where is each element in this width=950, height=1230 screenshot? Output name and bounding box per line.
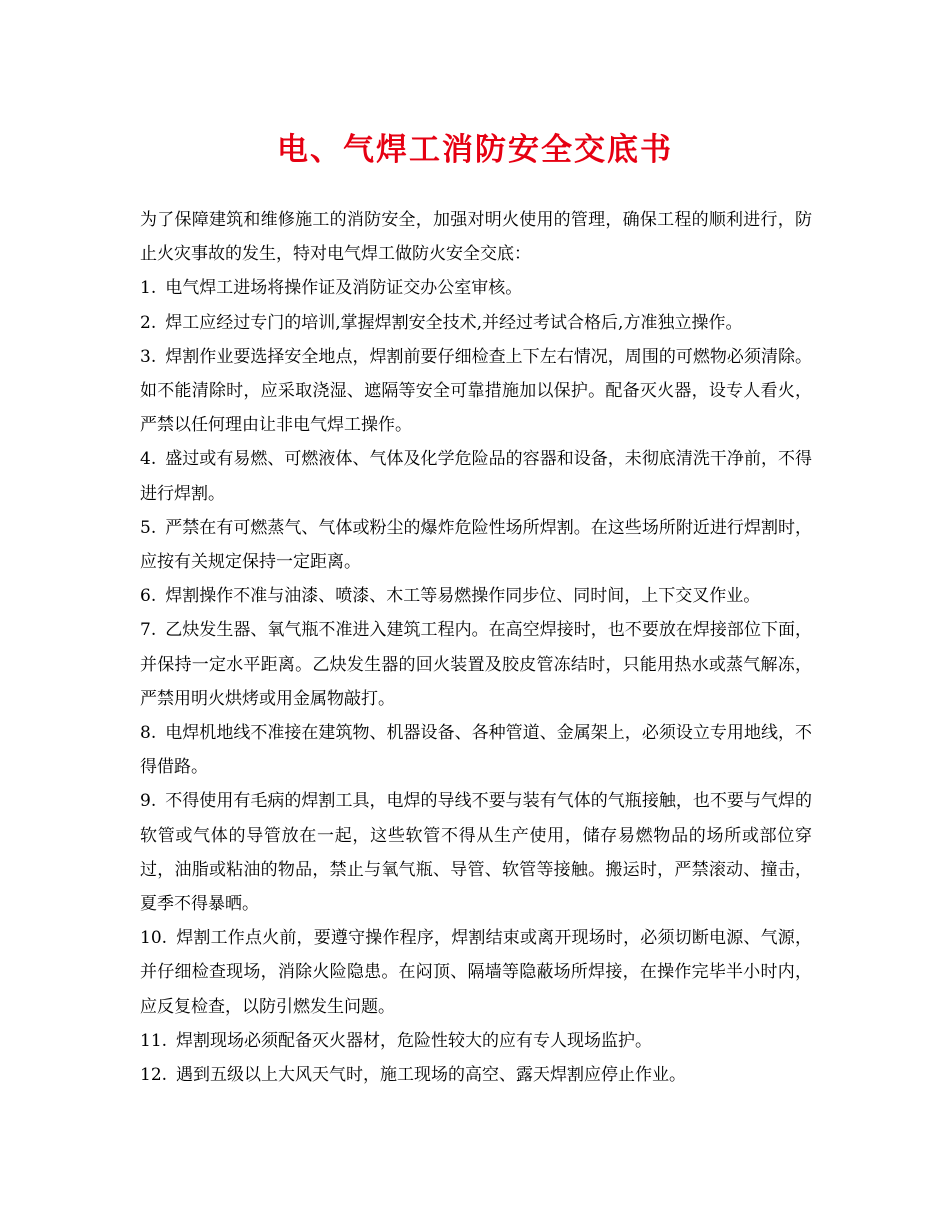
item-text: 遇到五级以上大风天气时，施工现场的高空、露天焊割应停止作业。	[176, 1065, 687, 1086]
item-number: 6.	[140, 586, 157, 607]
item-number: 1.	[140, 278, 157, 299]
item-number: 11.	[140, 1030, 168, 1051]
list-item	[140, 340, 812, 443]
list-item	[140, 784, 812, 921]
list-item	[140, 921, 812, 1024]
list-item	[140, 716, 812, 784]
list-item	[140, 442, 812, 510]
item-text: 严禁在有可燃蒸气、气体或粉尘的爆炸危险性场所焊割。在这些场所附近进行焊割时，应按有关规定保持一定距离。	[140, 517, 812, 573]
item-number: 8.	[140, 723, 157, 744]
item-number: 3.	[140, 346, 157, 367]
item-text: 乙炔发生器、氧气瓶不准进入建筑工程内。在高空焊接时，也不要放在焊接部位下面，并保持一定水平距离。乙炔发生器的回火装置及胶皮管冻结时，只能用热水或蒸气解冻，严禁用明火烘烤或用金属物敲打。	[140, 620, 812, 709]
document-title: 电、气焊工消防安全交底书	[277, 132, 673, 168]
item-number: 5.	[140, 517, 157, 538]
list-item	[140, 511, 812, 579]
list-item	[140, 271, 812, 305]
item-number: 9.	[140, 791, 157, 812]
item-text: 盛过或有易燃、可燃液体、气体及化学危险品的容器和设备，未彻底清洗干净前，不得进行焊割。	[140, 449, 812, 504]
item-number: 12.	[140, 1065, 168, 1086]
intro-paragraph: 为了保障建筑和维修施工的消防安全，加强对明火使用的管理，确保工程的顺利进行，防止火灾事故的发生，特对电气焊工做防火安全交底：	[140, 210, 812, 265]
list-item	[140, 1058, 812, 1092]
item-text: 焊割作业要选择安全地点，焊割前要仔细检查上下左右情况，周围的可燃物必须清除。如不能清除时，应采取浇湿、遮隔等安全可靠措施加以保护。配备灭火器，设专人看火，严禁以任何理由让非电气焊工操作。	[140, 346, 812, 436]
item-number: 10.	[140, 928, 168, 949]
item-text: 不得使用有毛病的焊割工具，电焊的导线不要与装有气体的气瓶接触，也不要与气焊的软管或气体的导管放在一起，这些软管不得从生产使用，储存易燃物品的场所或部位穿过，油脂或粘油的物品，禁止与氧气瓶、导管、软管等接触。搬运时，严禁滚动、撞击，夏季不得暴晒。	[140, 791, 812, 915]
item-text: 焊割工作点火前，要遵守操作程序，焊割结束或离开现场时，必须切断电源、气源，并仔细检查现场，消除火险隐患。在闷顶、隔墙等隐蔽场所焊接，在操作完毕半小时内，应反复检查，以防引燃发生问题。	[140, 928, 812, 1017]
item-number: 2.	[140, 312, 157, 333]
document-body	[140, 203, 812, 1092]
item-number: 4.	[140, 449, 157, 470]
item-text: 电气焊工进场将操作证及消防证交办公室审核。	[165, 278, 523, 299]
item-number: 7.	[140, 620, 157, 641]
list-item	[140, 579, 812, 613]
item-text: 焊割操作不准与油漆、喷漆、木工等易燃操作同步位、同时间，上下交叉作业。	[165, 586, 761, 607]
list-item	[140, 306, 812, 340]
list-item	[140, 613, 812, 716]
item-text: 焊割现场必须配备灭火器材，危险性较大的应有专人现场监护。	[176, 1030, 653, 1051]
item-text: 电焊机地线不准接在建筑物、机器设备、各种管道、金属架上，必须设立专用地线，不得借路。	[140, 723, 812, 778]
list-item	[140, 1024, 812, 1058]
item-text: 焊工应经过专门的培训,掌握焊割安全技术,并经过考试合格后,方准独立操作。	[165, 312, 743, 333]
